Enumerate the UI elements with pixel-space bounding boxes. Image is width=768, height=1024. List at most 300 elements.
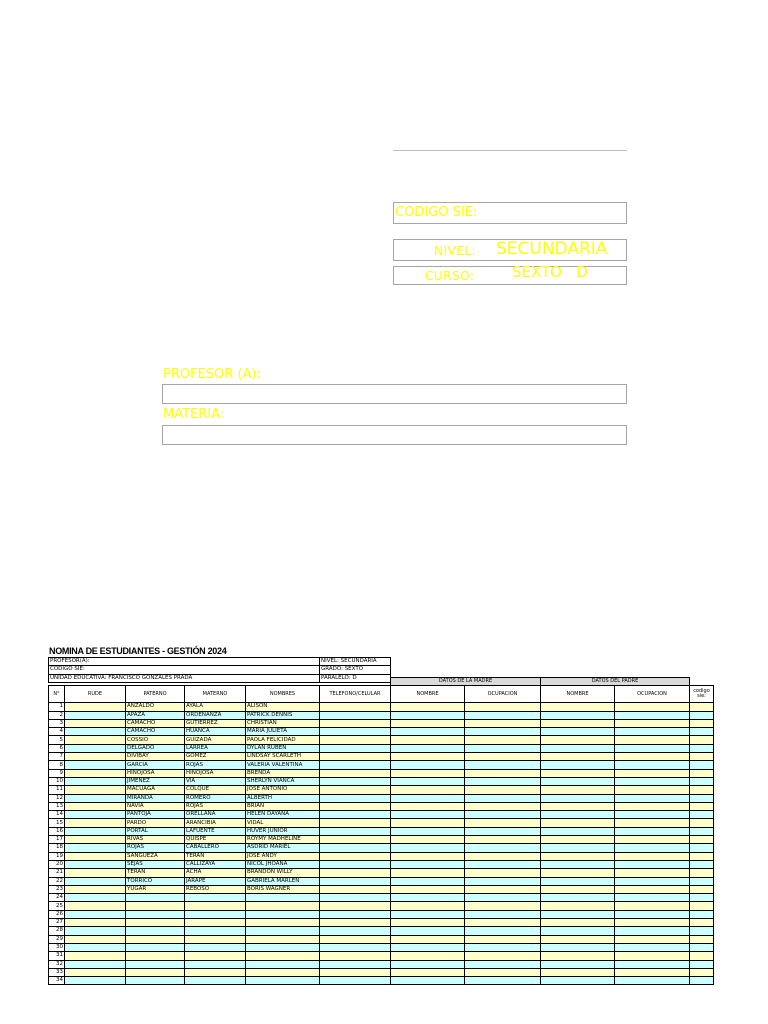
- cell-materno[interactable]: GUTIERREZ: [185, 719, 246, 727]
- cell-padre-nombre[interactable]: [541, 968, 615, 976]
- cell-num[interactable]: 28: [49, 927, 65, 935]
- cell-telefono[interactable]: [320, 794, 391, 802]
- cell-madre-ocupacion[interactable]: [465, 935, 541, 943]
- cell-materno[interactable]: HUANCA: [185, 728, 246, 736]
- cell-padre-nombre[interactable]: [541, 703, 615, 711]
- cell-rude[interactable]: [65, 769, 126, 777]
- cell-madre-ocupacion[interactable]: [465, 977, 541, 985]
- cell-padre-nombre[interactable]: [541, 844, 615, 852]
- materia-field[interactable]: [162, 425, 627, 445]
- cell-telefono[interactable]: [320, 703, 391, 711]
- cell-padre-nombre[interactable]: [541, 869, 615, 877]
- cell-num[interactable]: 5: [49, 736, 65, 744]
- cell-madre-nombre[interactable]: [391, 869, 465, 877]
- cell-rude[interactable]: [65, 719, 126, 727]
- cell-madre-nombre[interactable]: [391, 960, 465, 968]
- cell-materno[interactable]: GOMEZ: [185, 753, 246, 761]
- cell-rude[interactable]: [65, 869, 126, 877]
- cell-codigo-sie[interactable]: [690, 827, 714, 835]
- cell-madre-ocupacion[interactable]: [465, 919, 541, 927]
- cell-rude[interactable]: [65, 935, 126, 943]
- cell-paterno[interactable]: ANZALDO: [126, 703, 185, 711]
- cell-padre-ocupacion[interactable]: [615, 761, 690, 769]
- cell-padre-ocupacion[interactable]: [615, 827, 690, 835]
- info-nivel[interactable]: NIVEL: SECUNDARIA: [320, 658, 391, 666]
- cell-padre-nombre[interactable]: [541, 885, 615, 893]
- cell-paterno[interactable]: DIVIBAY: [126, 753, 185, 761]
- cell-telefono[interactable]: [320, 910, 391, 918]
- cell-nombres[interactable]: JOSE ANDY: [246, 852, 320, 860]
- cell-madre-nombre[interactable]: [391, 902, 465, 910]
- cell-nombres[interactable]: [246, 968, 320, 976]
- cell-rude[interactable]: [65, 703, 126, 711]
- cell-rude[interactable]: [65, 811, 126, 819]
- cell-rude[interactable]: [65, 827, 126, 835]
- cell-codigo-sie[interactable]: [690, 943, 714, 951]
- info-grado[interactable]: GRADO: SEXTO: [320, 666, 391, 674]
- cell-padre-ocupacion[interactable]: [615, 960, 690, 968]
- cell-codigo-sie[interactable]: [690, 977, 714, 985]
- cell-rude[interactable]: [65, 753, 126, 761]
- cell-codigo-sie[interactable]: [690, 960, 714, 968]
- cell-paterno[interactable]: [126, 935, 185, 943]
- cell-codigo-sie[interactable]: [690, 919, 714, 927]
- cell-madre-ocupacion[interactable]: [465, 753, 541, 761]
- cell-codigo-sie[interactable]: [690, 927, 714, 935]
- cell-rude[interactable]: [65, 943, 126, 951]
- cell-num[interactable]: 14: [49, 811, 65, 819]
- cell-telefono[interactable]: [320, 786, 391, 794]
- cell-rude[interactable]: [65, 761, 126, 769]
- cell-madre-ocupacion[interactable]: [465, 761, 541, 769]
- cell-padre-nombre[interactable]: [541, 819, 615, 827]
- cell-materno[interactable]: [185, 910, 246, 918]
- cell-padre-nombre[interactable]: [541, 836, 615, 844]
- cell-madre-nombre[interactable]: [391, 919, 465, 927]
- cell-padre-ocupacion[interactable]: [615, 943, 690, 951]
- info-unidad[interactable]: UNIDAD EDUCATIVA: FRANCISCO GONZALES PRADA: [49, 674, 320, 682]
- cell-madre-ocupacion[interactable]: [465, 703, 541, 711]
- cell-paterno[interactable]: COSSIO: [126, 736, 185, 744]
- cell-codigo-sie[interactable]: [690, 802, 714, 810]
- cell-nombres[interactable]: [246, 902, 320, 910]
- cell-telefono[interactable]: [320, 711, 391, 719]
- cell-rude[interactable]: [65, 927, 126, 935]
- cell-num[interactable]: 25: [49, 902, 65, 910]
- cell-paterno[interactable]: [126, 927, 185, 935]
- cell-madre-ocupacion[interactable]: [465, 877, 541, 885]
- cell-num[interactable]: 21: [49, 869, 65, 877]
- cell-nombres[interactable]: JOSE ANTONIO: [246, 786, 320, 794]
- nivel-box[interactable]: [393, 239, 627, 261]
- cell-padre-nombre[interactable]: [541, 719, 615, 727]
- cell-padre-nombre[interactable]: [541, 786, 615, 794]
- cell-num[interactable]: 22: [49, 877, 65, 885]
- cell-madre-ocupacion[interactable]: [465, 894, 541, 902]
- cell-madre-nombre[interactable]: [391, 943, 465, 951]
- cell-num[interactable]: 20: [49, 860, 65, 868]
- cell-rude[interactable]: [65, 885, 126, 893]
- cell-codigo-sie[interactable]: [690, 902, 714, 910]
- cell-num[interactable]: 8: [49, 761, 65, 769]
- cell-materno[interactable]: COLQUE: [185, 786, 246, 794]
- cell-paterno[interactable]: GARCIA: [126, 761, 185, 769]
- cell-padre-nombre[interactable]: [541, 728, 615, 736]
- cell-paterno[interactable]: TORRICO: [126, 877, 185, 885]
- cell-rude[interactable]: [65, 777, 126, 785]
- cell-padre-ocupacion[interactable]: [615, 786, 690, 794]
- cell-padre-ocupacion[interactable]: [615, 819, 690, 827]
- cell-codigo-sie[interactable]: [690, 794, 714, 802]
- cell-madre-nombre[interactable]: [391, 761, 465, 769]
- cell-telefono[interactable]: [320, 802, 391, 810]
- cell-padre-nombre[interactable]: [541, 877, 615, 885]
- cell-telefono[interactable]: [320, 719, 391, 727]
- cell-materno[interactable]: ROJAS: [185, 761, 246, 769]
- cell-madre-ocupacion[interactable]: [465, 827, 541, 835]
- cell-paterno[interactable]: [126, 919, 185, 927]
- cell-nombres[interactable]: PAOLA FELICIDAD: [246, 736, 320, 744]
- cell-materno[interactable]: [185, 977, 246, 985]
- cell-codigo-sie[interactable]: [690, 703, 714, 711]
- cell-padre-nombre[interactable]: [541, 943, 615, 951]
- cell-padre-nombre[interactable]: [541, 761, 615, 769]
- cell-madre-ocupacion[interactable]: [465, 736, 541, 744]
- cell-padre-ocupacion[interactable]: [615, 894, 690, 902]
- cell-rude[interactable]: [65, 794, 126, 802]
- cell-madre-nombre[interactable]: [391, 852, 465, 860]
- cell-telefono[interactable]: [320, 968, 391, 976]
- cell-padre-ocupacion[interactable]: [615, 910, 690, 918]
- cell-paterno[interactable]: DELGADO: [126, 744, 185, 752]
- cell-codigo-sie[interactable]: [690, 877, 714, 885]
- cell-num[interactable]: 2: [49, 711, 65, 719]
- cell-madre-ocupacion[interactable]: [465, 794, 541, 802]
- cell-rude[interactable]: [65, 952, 126, 960]
- info-profesor[interactable]: PROFESOR(A):: [49, 658, 320, 666]
- curso-box[interactable]: [393, 263, 627, 285]
- cell-madre-ocupacion[interactable]: [465, 802, 541, 810]
- cell-rude[interactable]: [65, 728, 126, 736]
- cell-telefono[interactable]: [320, 952, 391, 960]
- cell-nombres[interactable]: BRENDA: [246, 769, 320, 777]
- cell-nombres[interactable]: CHRISTIAN: [246, 719, 320, 727]
- cell-rude[interactable]: [65, 819, 126, 827]
- cell-madre-nombre[interactable]: [391, 827, 465, 835]
- cell-paterno[interactable]: PORTAL: [126, 827, 185, 835]
- cell-madre-ocupacion[interactable]: [465, 902, 541, 910]
- cell-madre-nombre[interactable]: [391, 927, 465, 935]
- cell-rude[interactable]: [65, 744, 126, 752]
- cell-num[interactable]: 3: [49, 719, 65, 727]
- cell-padre-nombre[interactable]: [541, 736, 615, 744]
- cell-madre-ocupacion[interactable]: [465, 860, 541, 868]
- cell-nombres[interactable]: BRANDON WILLY: [246, 869, 320, 877]
- cell-codigo-sie[interactable]: [690, 744, 714, 752]
- cell-madre-nombre[interactable]: [391, 819, 465, 827]
- cell-padre-ocupacion[interactable]: [615, 844, 690, 852]
- cell-num[interactable]: 26: [49, 910, 65, 918]
- cell-num[interactable]: 10: [49, 777, 65, 785]
- cell-padre-nombre[interactable]: [541, 919, 615, 927]
- cell-padre-nombre[interactable]: [541, 802, 615, 810]
- cell-padre-ocupacion[interactable]: [615, 935, 690, 943]
- cell-padre-nombre[interactable]: [541, 711, 615, 719]
- cell-rude[interactable]: [65, 919, 126, 927]
- cell-madre-ocupacion[interactable]: [465, 819, 541, 827]
- cell-num[interactable]: 7: [49, 753, 65, 761]
- cell-madre-nombre[interactable]: [391, 711, 465, 719]
- cell-nombres[interactable]: DYLAN RUBEN: [246, 744, 320, 752]
- cell-paterno[interactable]: MACUAGA: [126, 786, 185, 794]
- cell-materno[interactable]: TERAN: [185, 852, 246, 860]
- cell-madre-nombre[interactable]: [391, 836, 465, 844]
- cell-nombres[interactable]: HUVER JUNIOR: [246, 827, 320, 835]
- cell-codigo-sie[interactable]: [690, 860, 714, 868]
- cell-padre-ocupacion[interactable]: [615, 703, 690, 711]
- cell-madre-nombre[interactable]: [391, 877, 465, 885]
- cell-paterno[interactable]: [126, 943, 185, 951]
- cell-padre-nombre[interactable]: [541, 952, 615, 960]
- cell-telefono[interactable]: [320, 902, 391, 910]
- cell-padre-ocupacion[interactable]: [615, 777, 690, 785]
- cell-telefono[interactable]: [320, 943, 391, 951]
- cell-nombres[interactable]: ASDRID MARIEL: [246, 844, 320, 852]
- cell-nombres[interactable]: [246, 919, 320, 927]
- cell-paterno[interactable]: YUGAR: [126, 885, 185, 893]
- cell-padre-ocupacion[interactable]: [615, 902, 690, 910]
- cell-codigo-sie[interactable]: [690, 968, 714, 976]
- cell-codigo-sie[interactable]: [690, 894, 714, 902]
- cell-paterno[interactable]: CAMACHO: [126, 719, 185, 727]
- cell-padre-ocupacion[interactable]: [615, 728, 690, 736]
- cell-codigo-sie[interactable]: [690, 935, 714, 943]
- cell-nombres[interactable]: [246, 910, 320, 918]
- cell-num[interactable]: 11: [49, 786, 65, 794]
- cell-rude[interactable]: [65, 711, 126, 719]
- cell-padre-nombre[interactable]: [541, 927, 615, 935]
- cell-paterno[interactable]: PANTOJA: [126, 811, 185, 819]
- cell-nombres[interactable]: ROYMY MADHELINE: [246, 836, 320, 844]
- cell-padre-nombre[interactable]: [541, 753, 615, 761]
- cell-rude[interactable]: [65, 910, 126, 918]
- cell-codigo-sie[interactable]: [690, 753, 714, 761]
- cell-codigo-sie[interactable]: [690, 852, 714, 860]
- cell-padre-nombre[interactable]: [541, 910, 615, 918]
- cell-materno[interactable]: [185, 935, 246, 943]
- cell-nombres[interactable]: HELEN DAYANA: [246, 811, 320, 819]
- cell-paterno[interactable]: RIVAS: [126, 836, 185, 844]
- cell-codigo-sie[interactable]: [690, 819, 714, 827]
- cell-madre-ocupacion[interactable]: [465, 960, 541, 968]
- cell-madre-ocupacion[interactable]: [465, 943, 541, 951]
- cell-num[interactable]: 32: [49, 960, 65, 968]
- cell-madre-nombre[interactable]: [391, 885, 465, 893]
- cell-paterno[interactable]: PARDO: [126, 819, 185, 827]
- cell-madre-nombre[interactable]: [391, 744, 465, 752]
- cell-paterno[interactable]: SEJAS: [126, 860, 185, 868]
- cell-codigo-sie[interactable]: [690, 952, 714, 960]
- cell-madre-ocupacion[interactable]: [465, 952, 541, 960]
- cell-telefono[interactable]: [320, 885, 391, 893]
- cell-rude[interactable]: [65, 977, 126, 985]
- cell-madre-nombre[interactable]: [391, 777, 465, 785]
- cell-num[interactable]: 12: [49, 794, 65, 802]
- cell-padre-nombre[interactable]: [541, 960, 615, 968]
- cell-telefono[interactable]: [320, 894, 391, 902]
- cell-padre-ocupacion[interactable]: [615, 968, 690, 976]
- cell-materno[interactable]: VIA: [185, 777, 246, 785]
- cell-telefono[interactable]: [320, 960, 391, 968]
- cell-padre-ocupacion[interactable]: [615, 753, 690, 761]
- cell-nombres[interactable]: [246, 943, 320, 951]
- cell-padre-nombre[interactable]: [541, 777, 615, 785]
- cell-nombres[interactable]: [246, 894, 320, 902]
- cell-padre-ocupacion[interactable]: [615, 719, 690, 727]
- cell-padre-ocupacion[interactable]: [615, 711, 690, 719]
- cell-num[interactable]: 33: [49, 968, 65, 976]
- cell-num[interactable]: 1: [49, 703, 65, 711]
- cell-padre-ocupacion[interactable]: [615, 860, 690, 868]
- cell-materno[interactable]: HINOJOSA: [185, 769, 246, 777]
- cell-paterno[interactable]: [126, 968, 185, 976]
- cell-madre-nombre[interactable]: [391, 794, 465, 802]
- cell-padre-ocupacion[interactable]: [615, 977, 690, 985]
- cell-madre-ocupacion[interactable]: [465, 844, 541, 852]
- cell-materno[interactable]: AYALA: [185, 703, 246, 711]
- cell-madre-nombre[interactable]: [391, 910, 465, 918]
- cell-nombres[interactable]: [246, 935, 320, 943]
- cell-num[interactable]: 16: [49, 827, 65, 835]
- cell-paterno[interactable]: HINOJOSA: [126, 769, 185, 777]
- cell-madre-ocupacion[interactable]: [465, 852, 541, 860]
- cell-rude[interactable]: [65, 860, 126, 868]
- cell-paterno[interactable]: SANGUEZA: [126, 852, 185, 860]
- cell-padre-nombre[interactable]: [541, 860, 615, 868]
- cell-telefono[interactable]: [320, 977, 391, 985]
- cell-codigo-sie[interactable]: [690, 836, 714, 844]
- cell-materno[interactable]: [185, 927, 246, 935]
- cell-num[interactable]: 17: [49, 836, 65, 844]
- cell-codigo-sie[interactable]: [690, 786, 714, 794]
- cell-codigo-sie[interactable]: [690, 885, 714, 893]
- cell-materno[interactable]: GUIZADA: [185, 736, 246, 744]
- cell-paterno[interactable]: NAVIA: [126, 802, 185, 810]
- cell-materno[interactable]: QUISPE: [185, 836, 246, 844]
- cell-nombres[interactable]: [246, 952, 320, 960]
- cell-madre-nombre[interactable]: [391, 719, 465, 727]
- profesor-field[interactable]: [162, 384, 627, 404]
- cell-nombres[interactable]: GABRIELA MARLEN: [246, 877, 320, 885]
- cell-materno[interactable]: CABALLERO: [185, 844, 246, 852]
- cell-materno[interactable]: CALLIZAYA: [185, 860, 246, 868]
- cell-madre-nombre[interactable]: [391, 802, 465, 810]
- cell-nombres[interactable]: MARIA JULIETA: [246, 728, 320, 736]
- cell-num[interactable]: 27: [49, 919, 65, 927]
- cell-materno[interactable]: LAFUENTE: [185, 827, 246, 835]
- cell-nombres[interactable]: [246, 927, 320, 935]
- cell-codigo-sie[interactable]: [690, 736, 714, 744]
- cell-codigo-sie[interactable]: [690, 869, 714, 877]
- cell-telefono[interactable]: [320, 769, 391, 777]
- cell-padre-ocupacion[interactable]: [615, 919, 690, 927]
- cell-rude[interactable]: [65, 894, 126, 902]
- cell-padre-ocupacion[interactable]: [615, 744, 690, 752]
- cell-madre-ocupacion[interactable]: [465, 968, 541, 976]
- cell-madre-nombre[interactable]: [391, 968, 465, 976]
- cell-rude[interactable]: [65, 802, 126, 810]
- cell-madre-ocupacion[interactable]: [465, 927, 541, 935]
- cell-num[interactable]: 31: [49, 952, 65, 960]
- cell-madre-nombre[interactable]: [391, 786, 465, 794]
- cell-padre-ocupacion[interactable]: [615, 927, 690, 935]
- cell-telefono[interactable]: [320, 869, 391, 877]
- cell-madre-ocupacion[interactable]: [465, 885, 541, 893]
- cell-codigo-sie[interactable]: [690, 728, 714, 736]
- cell-padre-nombre[interactable]: [541, 769, 615, 777]
- cell-padre-nombre[interactable]: [541, 744, 615, 752]
- cell-madre-nombre[interactable]: [391, 728, 465, 736]
- cell-padre-nombre[interactable]: [541, 977, 615, 985]
- cell-materno[interactable]: ORELLANA: [185, 811, 246, 819]
- cell-madre-ocupacion[interactable]: [465, 869, 541, 877]
- cell-paterno[interactable]: [126, 952, 185, 960]
- cell-telefono[interactable]: [320, 819, 391, 827]
- cell-materno[interactable]: [185, 902, 246, 910]
- cell-nombres[interactable]: ALISON: [246, 703, 320, 711]
- cell-nombres[interactable]: BORIS WAGNER: [246, 885, 320, 893]
- cell-materno[interactable]: REBOSO: [185, 885, 246, 893]
- cell-paterno[interactable]: MIRANDA: [126, 794, 185, 802]
- cell-codigo-sie[interactable]: [690, 719, 714, 727]
- cell-rude[interactable]: [65, 844, 126, 852]
- cell-materno[interactable]: ROMERO: [185, 794, 246, 802]
- cell-madre-nombre[interactable]: [391, 811, 465, 819]
- cell-codigo-sie[interactable]: [690, 811, 714, 819]
- cell-padre-nombre[interactable]: [541, 852, 615, 860]
- cell-madre-ocupacion[interactable]: [465, 910, 541, 918]
- cell-madre-nombre[interactable]: [391, 769, 465, 777]
- cell-nombres[interactable]: ALBERTH: [246, 794, 320, 802]
- cell-telefono[interactable]: [320, 753, 391, 761]
- cell-padre-nombre[interactable]: [541, 902, 615, 910]
- cell-nombres[interactable]: VIDAL: [246, 819, 320, 827]
- cell-padre-nombre[interactable]: [541, 894, 615, 902]
- cell-madre-ocupacion[interactable]: [465, 719, 541, 727]
- cell-madre-ocupacion[interactable]: [465, 786, 541, 794]
- cell-madre-ocupacion[interactable]: [465, 728, 541, 736]
- cell-codigo-sie[interactable]: [690, 761, 714, 769]
- cell-materno[interactable]: [185, 894, 246, 902]
- cell-telefono[interactable]: [320, 927, 391, 935]
- cell-materno[interactable]: [185, 960, 246, 968]
- cell-num[interactable]: 24: [49, 894, 65, 902]
- cell-padre-nombre[interactable]: [541, 935, 615, 943]
- cell-rude[interactable]: [65, 736, 126, 744]
- cell-telefono[interactable]: [320, 836, 391, 844]
- cell-nombres[interactable]: NICOL JHOANA: [246, 860, 320, 868]
- cell-madre-nombre[interactable]: [391, 977, 465, 985]
- cell-paterno[interactable]: ROJAS: [126, 844, 185, 852]
- cell-num[interactable]: 18: [49, 844, 65, 852]
- cell-padre-ocupacion[interactable]: [615, 802, 690, 810]
- cell-madre-nombre[interactable]: [391, 844, 465, 852]
- cell-num[interactable]: 19: [49, 852, 65, 860]
- codigo-sie-box[interactable]: [393, 202, 627, 224]
- cell-materno[interactable]: [185, 943, 246, 951]
- cell-padre-ocupacion[interactable]: [615, 794, 690, 802]
- cell-nombres[interactable]: SHERLYN VIANCA: [246, 777, 320, 785]
